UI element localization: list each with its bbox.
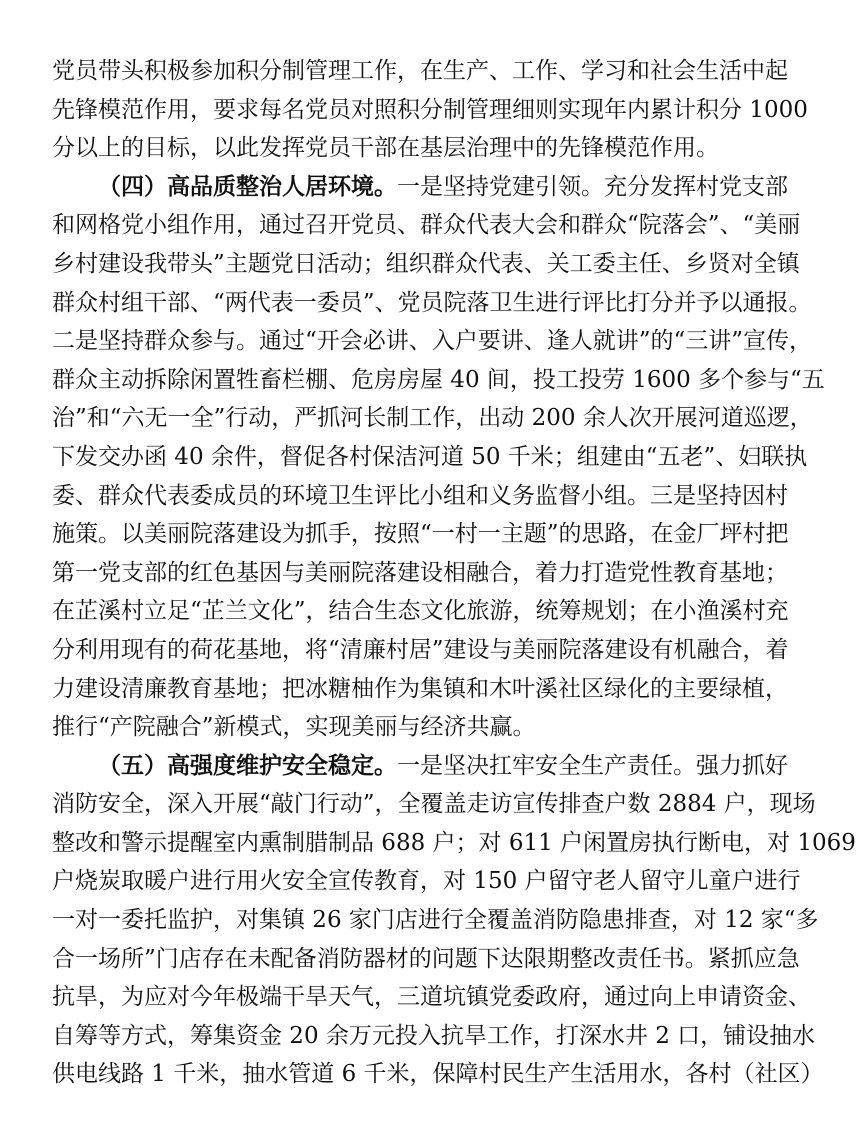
- text-line: 供电线路 1 千米，抽水管道 6 千米，保障村民生产生活用水，各村（社区）: [52, 1061, 824, 1088]
- text-line: 党员带头积极参加积分制管理工作，在生产、工作、学习和社会生活中起: [52, 58, 788, 84]
- section-five-first-line: [52, 747, 788, 786]
- text-line: 和网格党小组作用，通过召开党员、群众代表大会和群众“院落会”、“美丽: [52, 212, 801, 239]
- text-line: 下发交办函 40 余件，督促各村保洁河道 50 千米；组建由“五老”、妇联执: [52, 443, 808, 470]
- text-line: 整改和警示提醒室内熏制腊制品 688 户；对 611 户闲置房执行断电，对 1069: [52, 829, 856, 856]
- document-page: [52, 52, 856, 1094]
- text-line: 力建设清廉教育基地；把冰糖柚作为集镇和木叶溪社区绿化的主要绿植，: [52, 675, 788, 702]
- text-line: 自筹等方式，筹集资金 20 余万元投入抗旱工作，打深水井 2 口，铺设抽水: [52, 1022, 816, 1049]
- section-heading-five: （五）高强度维护安全稳定。: [98, 751, 397, 779]
- text-line: 委、群众代表委成员的环境卫生评比小组和义务监督小组。三是坚持因村: [52, 482, 788, 509]
- text-line: 群众村组干部、“两代表一委员”、党员院落卫生进行评比打分并予以通报。: [52, 289, 812, 316]
- text-line: 一对一委托监护，对集镇 26 家门店进行全覆盖消防隐患排查，对 12 家“多: [52, 907, 819, 934]
- section-heading-four: （四）高品质整治人居环境。: [98, 172, 397, 200]
- text-line: 二是坚持群众参与。通过“开会必讲、入户要讲、逢人就讲”的“三讲”宣传，: [52, 328, 813, 355]
- text-line: 乡村建设我带头”主题党日活动；组织群众代表、关工委主任、乡贤对全镇: [52, 250, 800, 277]
- text-line: 合一场所”门店存在未配备消防器材的问题下达限期整改责任书。紧抓应急: [52, 945, 800, 972]
- text-line: 治”和“六无一全”行动，严抓河长制工作，出动 200 余人次开展河道巡逻，: [52, 405, 813, 432]
- text-line: 分利用现有的荷花基地，将“清廉村居”建设与美丽院落建设有机融合，着: [52, 636, 789, 663]
- text-line: 施策。以美丽院落建设为抓手，按照“一村一主题”的思路，在金厂坪村把: [52, 521, 789, 548]
- text-span: 一是坚决扛牢安全生产责任。强力抓好: [397, 752, 788, 779]
- text-line: 在芷溪村立足“芷兰文化”，结合生态文化旅游，统筹规划；在小渔溪村充: [52, 598, 789, 625]
- text-line: 群众主动拆除闲置牲畜栏棚、危房房屋 40 间，投工投劳 1600 多个参与“五: [52, 366, 825, 393]
- text-line: 先锋模范作用，要求每名党员对照积分制管理细则实现年内累计积分 1000: [52, 96, 808, 123]
- text-line: 抗旱，为应对今年极端干旱天气，三道坑镇党委政府，通过向上申请资金、: [52, 984, 811, 1011]
- text-line: 消防安全，深入开展“敲门行动”，全覆盖走访宣传排查户数 2884 户，现场: [52, 791, 816, 818]
- text-line: 户烧炭取暖户进行用火安全宣传教育，对 150 户留守老人留守儿童户进行: [52, 868, 801, 895]
- text-line: 推行“产院融合”新模式，实现美丽与经济共赢。: [52, 714, 536, 741]
- section-four-first-line: [52, 168, 788, 207]
- text-line: 分以上的目标，以此发挥党员干部在基层治理中的先锋模范作用。: [52, 135, 719, 162]
- text-line: 第一党支部的红色基因与美丽院落建设相融合，着力打造党性教育基地；: [52, 559, 788, 586]
- text-span: 一是坚持党建引领。充分发挥村党支部: [397, 173, 788, 200]
